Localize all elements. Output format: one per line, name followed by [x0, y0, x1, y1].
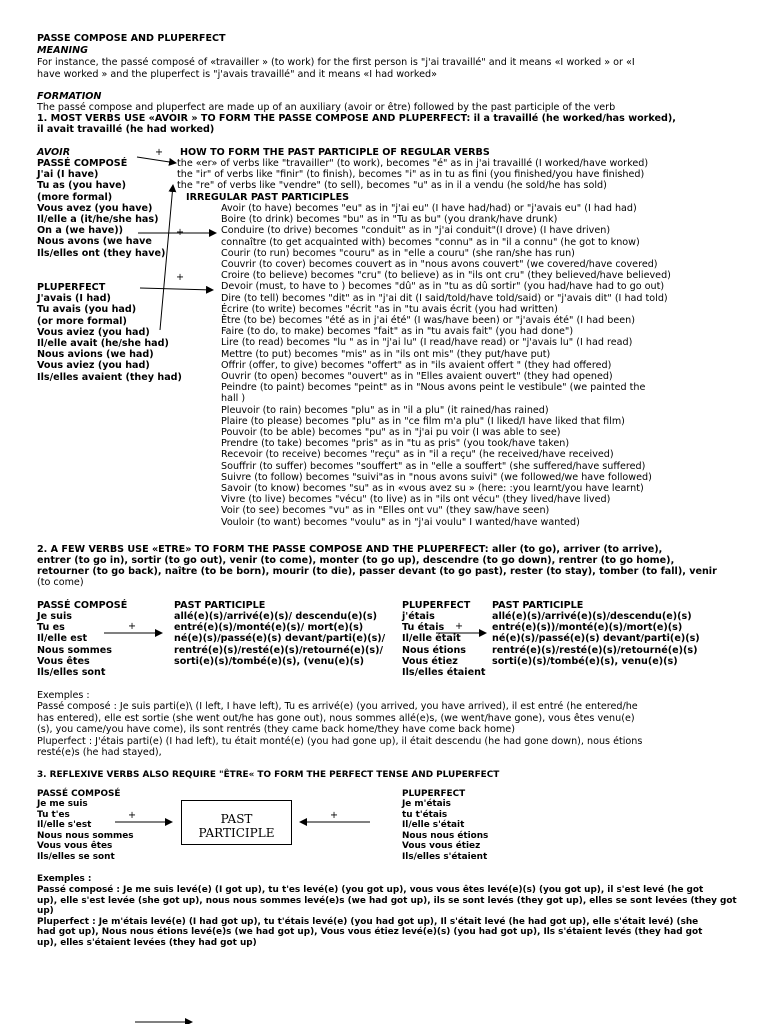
reflexive-example-line: up) — [37, 906, 54, 917]
irregular-verb: Pleuvoir (to rain) becomes "plu" as in "il a plu" (it rained/has rained) — [221, 404, 549, 416]
etre-pc-form: Nous sommes — [37, 644, 113, 656]
etre-pp-form: rentré(e)(s)/resté(e)(s)/retourné(e)(s)/ — [174, 644, 384, 656]
reflexive-plu-form: Je m'étais — [402, 799, 451, 809]
irregular-verb: Voir (to see) becomes "vu" as in "Elles ont vu" (they saw/have seen) — [221, 505, 550, 517]
section-1-subtitle: il avait travaillé (he had worked) — [37, 124, 215, 135]
avoir-pluperfect-form: Il/elle avait (he/she had) — [37, 338, 169, 349]
irregular-verb: Offrir (offer, to give) becomes "offert" as in "ils avaient offert " (they had offered) — [221, 359, 612, 371]
avoir-pluperfect-form: Ils/elles avaient (they had) — [37, 371, 182, 383]
etre-pp-heading: PAST PARTICIPLE — [174, 600, 266, 611]
etre-pp-form: né(e)(s)/passé(e)(s) devant/parti(e)(s)/ — [174, 633, 386, 645]
irregular-verb: Ouvrir (to open) becomes "ouvert" as in "Elles avaient ouvert" (they had opened) — [221, 371, 613, 382]
etre-plu-form: Vous étiez — [402, 655, 458, 667]
arrow-line — [137, 157, 176, 163]
plus-sign: + — [128, 621, 137, 632]
regular-rule: the "re" of verbs like "vendre" (to sell), becomes "u" as in il a vendu (he sold/he has sold) — [177, 180, 607, 192]
etre-plu-form: Tu étais — [402, 622, 445, 634]
etre-example-line: resté(e)s (he had stayed), — [37, 747, 162, 758]
box-line-2: PARTICIPLE — [198, 826, 275, 840]
etre-pp-form: sorti(e)(s)/tombé(e)(s), (venu(e)(s) — [174, 655, 365, 667]
irregular-verb: Vivre (to live) becomes "vécu" (to live) as in "ils ont vécu" (they lived/have lived) — [221, 494, 611, 506]
avoir-form: PASSÉ COMPOSÉ — [37, 158, 128, 169]
avoir-form: J'ai (I have) — [37, 169, 99, 181]
avoir-form: Nous avons (we have — [37, 236, 152, 248]
avoir-pluperfect-form: (or more formal) — [37, 315, 127, 327]
irregular-verb: Lire (to read) becomes "lu " as in "j'ai lu" (I read/have read) or "j'avais lu" (I had read) — [221, 337, 633, 349]
irregular-verb: connaître (to get acquainted with) becomes "connu" as in "il a connu" (he got to know) — [221, 236, 640, 248]
irregular-verb: Devoir (must, to have to ) becomes "dû" as in "tu as dû sortir" (you had/have had to go out) — [221, 281, 665, 293]
arrow-line — [160, 185, 173, 330]
irregular-verb: Croire (to believe) becomes "cru" (to believe) as in "ils ont cru" (they believed/have believed) — [221, 270, 671, 282]
avoir-form: Tu as (you have) — [37, 180, 127, 192]
reflexive-pc-form: Nous nous sommes — [37, 830, 134, 841]
etre-plu-form: Il/elle était — [402, 633, 461, 645]
reflexive-plu-form: Vous vous étiez — [402, 841, 481, 852]
box-line-1: PAST — [220, 812, 253, 826]
irregular-verb: Avoir (to have) becomes "eu" as in "j'ai eu" (I have had/had) or "j'avais eu" (I had had) — [221, 203, 637, 214]
etre-example-line: has entered), elle est sortie (she went out/he has gone out), nous sommes allé(e)s, (we went/have gone), vous êtes venu(e) — [37, 712, 635, 724]
irregular-verb: Écrire (to write) becomes "écrit "as in "tu avais écrit (you had written) — [221, 303, 558, 315]
etre-pc-form: Ils/elles sont — [37, 667, 106, 678]
plus-sign: + — [128, 810, 137, 821]
doc-title: PASSE COMPOSE AND PLUPERFECT — [37, 33, 226, 44]
avoir-pluperfect-form: PLUPERFECT — [37, 282, 106, 293]
irregular-verb: Recevoir (to receive) becomes "reçu" as in "il a reçu" (he received/have received) — [221, 449, 614, 461]
meaning-heading: MEANING — [37, 45, 89, 56]
etre-pp-form: entré(e)(s)/monté(e)(s)/ mort(e)(s) — [174, 622, 364, 634]
etre-examples-heading: Exemples : — [37, 690, 90, 701]
meaning-line-2: have worked » and the pluperfect is "j'avais travaillé" and it means «I had worked» — [37, 69, 437, 80]
plus-sign: + — [176, 227, 185, 238]
irregular-verb: Pouvoir (to be able) becomes "pu" as in "j'ai pu voir (I was able to see) — [221, 427, 561, 438]
formation-heading: FORMATION — [37, 91, 102, 102]
etre-pp2-form: sorti(e)(s)/tombé(e)(s), venu(e)(s) — [492, 655, 678, 667]
etre-example-line: (s), you came/you have come), ils sont rentrés (they came back home/they have come back home) — [37, 724, 515, 735]
reflexive-pc-form: Vous vous êtes — [37, 841, 113, 852]
plus-sign: + — [155, 147, 164, 158]
reflexive-pc-form: Il/elle s'est — [37, 820, 92, 831]
irregular-verb: Prendre (to take) becomes "pris" as in "tu as pris" (you took/have taken) — [221, 438, 570, 450]
section-2-line-4: (to come) — [37, 577, 84, 588]
avoir-pluperfect-form: Nous avions (we had) — [37, 349, 154, 361]
irregular-verb: Peindre (to paint) becomes "peint" as in "Nous avons peint le vestibule" (we painted the — [221, 382, 646, 394]
etre-pp2-form: allé(e)(s)/arrivé(e)(s)/descendu(e)(s) — [492, 611, 692, 622]
etre-pp2-form: rentré(e)(s)/resté(e)(s)/retourné(e)(s) — [492, 644, 698, 656]
irregular-verb: hall ) — [221, 393, 246, 405]
irregular-verb: Conduire (to drive) becomes "conduit" as in "j'ai conduit"(I drove) (I have driven) — [221, 225, 611, 237]
irregular-verb: Être (to be) becomes "été as in j'ai été" (I was/have been) or "j'avais été" (I had been) — [221, 315, 635, 326]
irregular-verb: Mettre (to put) becomes "mis" as in "ils ont mis" (they put/have put) — [221, 348, 551, 360]
reflexive-plu-form: Nous nous étions — [402, 830, 489, 841]
section-2-line-3: retourner (to go back), naître (to be born), mourir (to die), passer devant (to go past), rester (to stay), tomber (to fall), venir — [37, 566, 717, 577]
etre-plu-form: j'étais — [402, 611, 435, 622]
reflexive-plu-form: tu t'étais — [402, 809, 448, 820]
etre-pp-form: allé(e)(s)/arrivé(e)(s)/ descendu(e)(s) — [174, 611, 377, 622]
section-1-title: 1. MOST VERBS USE «AVOIR » TO FORM THE PASSE COMPOSE AND PLUPERFECT: il a travaillé (he worked/has worked), — [37, 113, 676, 124]
irregular-verb: Plaire (to please) becomes "plu" as in "ce film m'a plu" (I liked/I have liked that film) — [221, 415, 625, 427]
section-2-title: 2. A FEW VERBS USE «ETRE» TO FORM THE PASSE COMPOSE AND THE PLUPERFECT: aller (to go), arriver (to arrive), — [37, 544, 663, 555]
avoir-pluperfect-form: Vous aviez (you had) — [37, 326, 150, 338]
reflexive-pc-form: Ils/elles se sont — [37, 852, 115, 862]
arrow-line — [140, 288, 213, 290]
etre-pp2-form: né(e)(s)/passé(e)(s) devant/parti(e)(s) — [492, 633, 700, 645]
etre-pp2-heading: PAST PARTICIPLE — [492, 600, 584, 611]
regular-pp-heading: HOW TO FORM THE PAST PARTICIPLE OF REGULAR VERBS — [180, 147, 490, 158]
irregular-verb: Vouloir (to want) becomes "voulu" as in "j'ai voulu" I wanted/have wanted) — [221, 516, 580, 528]
reflexive-plu-heading: PLUPERFECT — [402, 789, 466, 799]
reflexive-examples-heading: Exemples : — [37, 874, 92, 884]
regular-rule: the «er» of verbs like "travailler" (to work), becomes "é" as in j'ai travaillé (I worked/have worked) — [177, 158, 649, 169]
reflexive-pc-heading: PASSÉ COMPOSÉ — [37, 789, 121, 799]
avoir-heading: AVOIR — [37, 147, 71, 158]
reflexive-example-line: Pluperfect : Je m'étais levé(e) (I had got up), tu t'étais levé(e) (you had got up), Il s'était levé (he had got up), elle s'était levé) (she — [37, 916, 699, 927]
irregular-verb: Couvrir (to cover) becomes couvert as in "nous avons couvert" (we covered/have covered) — [221, 259, 658, 270]
irregular-verb: Courir (to run) becomes "couru" as in "elle a couru" (she ran/she has run) — [221, 247, 575, 259]
avoir-form: Il/elle a (it/he/she has) — [37, 214, 159, 225]
reflexive-plu-form: Il/elle s'était — [402, 820, 465, 831]
etre-plu-form: Nous étions — [402, 644, 467, 656]
irregular-verb: Suivre (to follow) becomes "suivi"as in "nous avons suivi" (we followed/we have followed) — [221, 471, 652, 483]
avoir-pluperfect-form: Vous aviez (you had) — [37, 360, 150, 372]
etre-example-line: Pluperfect : J'étais parti(e) (I had left), tu était monté(e) (you had gone up), il était descendu (he had gone down), nous étions — [37, 735, 643, 747]
avoir-pluperfect-form: J'avais (I had) — [37, 293, 111, 305]
irregular-heading: IRREGULAR PAST PARTICIPLES — [186, 192, 350, 203]
etre-example-line: Passé composé : Je suis parti(e)\ (I left, I have left), Tu es arrivé(e) (you arrived, you have arrived), il est entré (he entered/he — [37, 701, 638, 712]
plus-sign: + — [330, 810, 339, 821]
etre-plu-form: Ils/elles étaient — [402, 667, 486, 678]
reflexive-pc-form: Je me suis — [37, 799, 88, 809]
irregular-verb: Boire (to drink) becomes "bu" as in "Tu as bu" (you drank/have drunk) — [221, 214, 558, 226]
irregular-verb: Faire (to do, to make) becomes "fait" as in "tu avais fait" (you had done") — [221, 326, 574, 338]
formation-line: The passé compose and pluperfect are made up of an auxiliary (avoir or être) followed by the past participle of the verb — [37, 102, 616, 113]
plus-sign: + — [455, 621, 464, 632]
etre-pp2-form: entré(e)(s))/monté(e)(s)/mort(e)(s) — [492, 622, 683, 634]
avoir-form: On a (we have)) — [37, 225, 124, 237]
etre-pc-form: Je suis — [37, 611, 72, 622]
regular-rule: the "ir" of verbs like "finir" (to finish), becomes "i" as in tu as fini (you finished/you have finished) — [177, 169, 645, 181]
meaning-line-1: For instance, the passé composé of «travailler » (to work) for the first person is "j'ai travaillé" and it means «I worked » or «I — [37, 57, 635, 68]
avoir-form: (more formal) — [37, 191, 113, 203]
section-3-title: 3. REFLEXIVE VERBS ALSO REQUIRE "ÊTRE« TO FORM THE PERFECT TENSE AND PLUPERFECT — [37, 770, 500, 780]
reflexive-example-line: Passé composé : Je me suis levé(e) (I got up), tu t'es levé(e) (you got up), vous vous êtes levé(e)(s) (you got up), il s'est levé (he got — [37, 885, 704, 895]
irregular-verb: Dire (to tell) becomes "dit" as in "j'ai dit (I said/told/have told/said) or "j'avais dit" (I had told) — [221, 292, 668, 304]
reflexive-example-line: up), elle s'est levée (she got up), nous nous sommes levé(e)s (we had got up), ils se sont levés (they got up), elles se sont levées (they got — [37, 895, 737, 906]
reflexive-pc-form: Tu t'es — [37, 809, 70, 820]
section-2-line-2: entrer (to go in), sortir (to go out), venir (to come), monter (to go up), descendre (to go down), rentrer (to go home), — [37, 555, 675, 566]
avoir-pluperfect-form: Tu avais (you had) — [37, 304, 137, 316]
etre-pc-heading: PASSÉ COMPOSÉ — [37, 600, 128, 611]
plus-sign: + — [176, 272, 185, 283]
reflexive-example-line: had got up), Nous nous étions levé(e)s (we had got up), Vous vous étiez levé(e)(s) (you had got up), Ils s'étaient levés (they had got — [37, 927, 703, 938]
irregular-verb: Souffrir (to suffer) becomes "souffert" as in "elle a souffert" (she suffered/have suffered) — [221, 460, 646, 472]
etre-pc-form: Il/elle est — [37, 633, 88, 645]
avoir-form: Ils/elles ont (they have) — [37, 247, 166, 259]
etre-pc-form: Tu es — [37, 622, 65, 634]
reflexive-example-line: up), elles s'étaient levées (they had got up) — [37, 938, 257, 948]
reflexive-plu-form: Ils/elles s'étaient — [402, 852, 488, 862]
etre-plu-heading: PLUPERFECT — [402, 600, 471, 611]
irregular-verb: Savoir (to know) becomes "su" as in «vous avez su » (here: :you learnt/you have learnt) — [221, 483, 644, 494]
avoir-form: Vous avez (you have) — [37, 202, 153, 214]
etre-pc-form: Vous êtes — [37, 655, 90, 667]
